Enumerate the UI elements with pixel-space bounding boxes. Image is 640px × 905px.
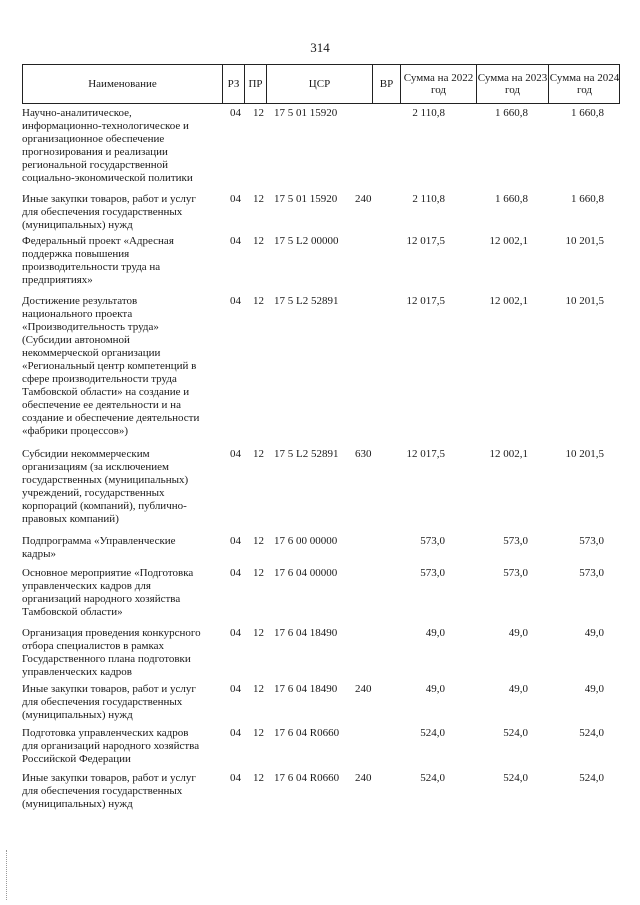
header-pr: ПР — [244, 65, 266, 103]
row-name: Достижение результатов национального проекта «Производительность труда» (Субсидии автономной некоммерческой организации «Региональный центр компетенций в сфере производительности труда Тамбовской области» на создание и обеспечение ее деятельности и на создание и обеспечение деятельности «фабрики процессов») — [22, 295, 200, 437]
row-csr: 17 5 L2 52891 — [274, 448, 339, 460]
row-sum-2022: 12 017,5 — [406, 448, 445, 460]
row-rz: 04 — [230, 193, 241, 205]
row-pr: 12 — [253, 193, 264, 205]
row-sum-2023: 12 002,1 — [489, 448, 528, 460]
row-sum-2024: 49,0 — [584, 627, 604, 639]
row-rz: 04 — [230, 235, 241, 247]
row-sum-2023: 1 660,8 — [495, 107, 528, 119]
row-vr: 630 — [355, 448, 372, 460]
row-name: Научно-аналитическое, информационно-технологическое и организационное обеспечение прогнозирования и реализации региональной государственной социально-экономической политики — [22, 107, 193, 184]
row-rz: 04 — [230, 727, 241, 739]
row-sum-2023: 49,0 — [508, 627, 528, 639]
row-name: Подпрограмма «Управленческие кадры» — [22, 535, 176, 560]
row-sum-2024: 573,0 — [579, 535, 604, 547]
row-pr: 12 — [253, 683, 264, 695]
row-name: Иные закупки товаров, работ и услуг для обеспечения государственных (муниципальных) нужд — [22, 193, 196, 231]
row-sum-2022: 524,0 — [420, 772, 445, 784]
row-sum-2024: 49,0 — [584, 683, 604, 695]
row-name: Иные закупки товаров, работ и услуг для обеспечения государственных (муниципальных) нужд — [22, 772, 196, 810]
row-sum-2022: 12 017,5 — [406, 235, 445, 247]
row-pr: 12 — [253, 235, 264, 247]
header-sum-2023: Сумма на 2023 год — [476, 65, 548, 103]
row-csr: 17 5 01 15920 — [274, 193, 338, 205]
row-rz: 04 — [230, 567, 241, 579]
row-csr: 17 6 04 00000 — [274, 567, 338, 579]
row-csr: 17 5 L2 00000 — [274, 235, 339, 247]
row-pr: 12 — [253, 107, 264, 119]
row-rz: 04 — [230, 535, 241, 547]
header-csr: ЦСР — [266, 65, 372, 103]
row-rz: 04 — [230, 627, 241, 639]
row-sum-2022: 49,0 — [425, 683, 445, 695]
row-csr: 17 5 01 15920 — [274, 107, 338, 119]
row-pr: 12 — [253, 567, 264, 579]
row-sum-2022: 573,0 — [420, 567, 445, 579]
row-vr: 240 — [355, 683, 372, 695]
row-pr: 12 — [253, 448, 264, 460]
row-sum-2024: 1 660,8 — [571, 193, 604, 205]
row-sum-2022: 2 110,8 — [412, 107, 445, 119]
row-sum-2023: 49,0 — [508, 683, 528, 695]
row-name: Субсидии некоммерческим организациям (за исключением государственных (муниципальных) учреждений, государственных корпораций (компаний), публично- правовых компаний) — [22, 448, 189, 525]
row-pr: 12 — [253, 772, 264, 784]
row-csr: 17 5 L2 52891 — [274, 295, 339, 307]
row-sum-2023: 524,0 — [503, 772, 528, 784]
row-sum-2024: 10 201,5 — [565, 295, 604, 307]
row-sum-2022: 12 017,5 — [406, 295, 445, 307]
row-name: Подготовка управленческих кадров для организаций народного хозяйства Российской Федерации — [22, 727, 200, 765]
row-sum-2024: 10 201,5 — [565, 235, 604, 247]
row-rz: 04 — [230, 683, 241, 695]
row-sum-2022: 49,0 — [425, 627, 445, 639]
row-name: Иные закупки товаров, работ и услуг для обеспечения государственных (муниципальных) нужд — [22, 683, 196, 721]
table-header — [22, 64, 620, 104]
row-pr: 12 — [253, 627, 264, 639]
header-vr: ВР — [372, 65, 400, 103]
row-sum-2024: 573,0 — [579, 567, 604, 579]
row-sum-2022: 524,0 — [420, 727, 445, 739]
row-sum-2022: 2 110,8 — [412, 193, 445, 205]
row-sum-2024: 1 660,8 — [571, 107, 604, 119]
page-number: 314 — [310, 40, 330, 55]
row-sum-2024: 10 201,5 — [565, 448, 604, 460]
row-vr: 240 — [355, 193, 372, 205]
row-csr: 17 6 04 18490 — [274, 627, 338, 639]
header-sum-2024: Сумма на 2024 год — [548, 65, 620, 103]
row-name: Организация проведения конкурсного отбора специалистов в рамках Государственного плана подготовки управленческих кадров — [22, 627, 201, 678]
row-sum-2022: 573,0 — [420, 535, 445, 547]
row-pr: 12 — [253, 727, 264, 739]
row-rz: 04 — [230, 295, 241, 307]
row-sum-2023: 1 660,8 — [495, 193, 528, 205]
row-name: Основное мероприятие «Подготовка управленческих кадров для организаций народного хозяйства Тамбовской области» — [22, 567, 194, 618]
row-sum-2024: 524,0 — [579, 772, 604, 784]
header-sum-2022: Сумма на 2022 год — [400, 65, 476, 103]
row-csr: 17 6 04 18490 — [274, 683, 338, 695]
row-sum-2023: 573,0 — [503, 567, 528, 579]
row-name: Федеральный проект «Адресная поддержка повышения производительности труда на предприятиях» — [22, 235, 174, 286]
row-vr: 240 — [355, 772, 372, 784]
row-sum-2023: 573,0 — [503, 535, 528, 547]
row-sum-2023: 12 002,1 — [489, 235, 528, 247]
margin-mark — [6, 850, 8, 900]
row-pr: 12 — [253, 295, 264, 307]
row-csr: 17 6 04 R0660 — [274, 727, 340, 739]
row-rz: 04 — [230, 107, 241, 119]
row-sum-2023: 12 002,1 — [489, 295, 528, 307]
header-rz: РЗ — [222, 65, 244, 103]
row-pr: 12 — [253, 535, 264, 547]
row-rz: 04 — [230, 448, 241, 460]
row-rz: 04 — [230, 772, 241, 784]
header-name: Наименование — [22, 65, 222, 103]
row-sum-2024: 524,0 — [579, 727, 604, 739]
row-csr: 17 6 00 00000 — [274, 535, 338, 547]
row-csr: 17 6 04 R0660 — [274, 772, 340, 784]
row-sum-2023: 524,0 — [503, 727, 528, 739]
